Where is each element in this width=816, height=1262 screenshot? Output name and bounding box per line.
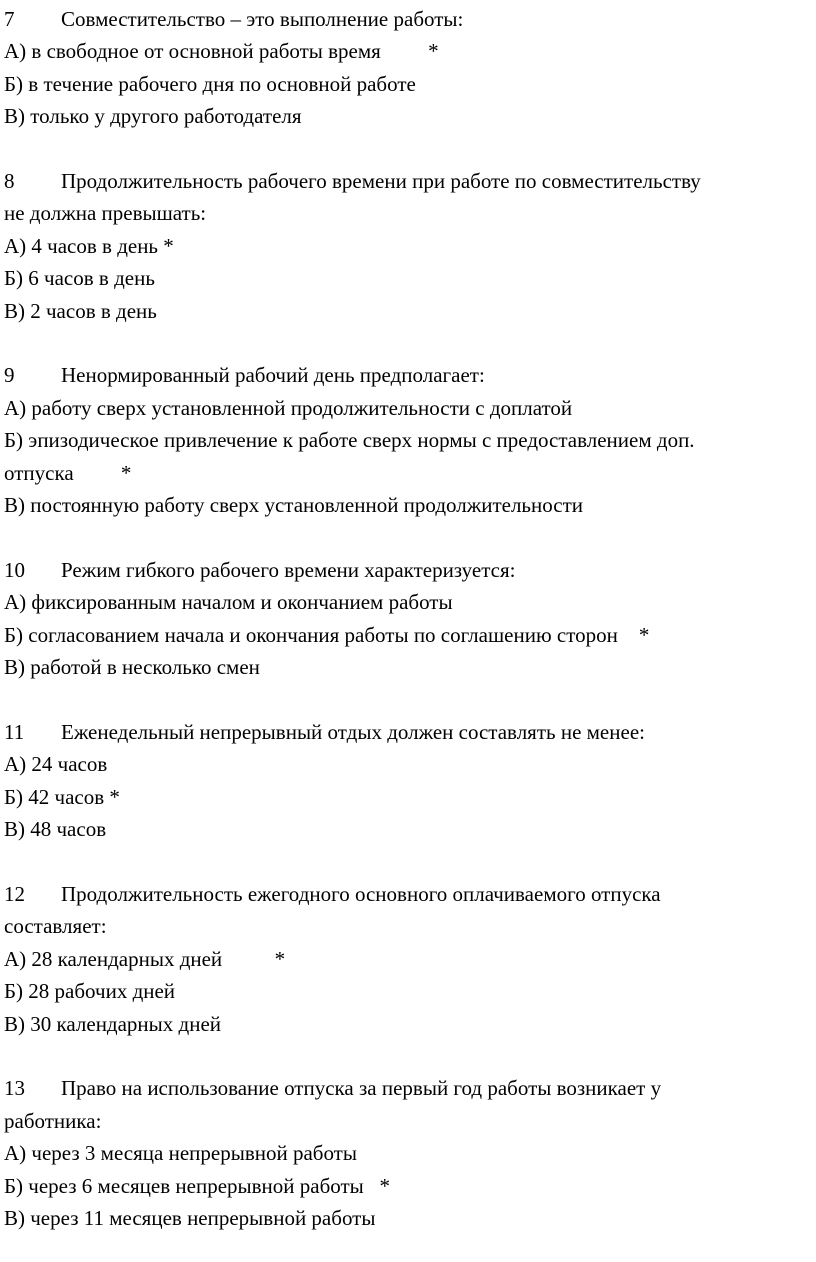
- question-10-number: 10: [4, 557, 25, 582]
- question-7-option-v: В) только у другого работодателя: [4, 104, 302, 129]
- question-11-option-v: В) 48 часов: [4, 817, 107, 842]
- question-block-11: [4, 716, 814, 846]
- question-13-number: 13: [4, 1076, 25, 1101]
- question-9-number: 9: [4, 363, 15, 388]
- question-10-option-a: А) фиксированным началом и окончанием работы: [4, 590, 453, 615]
- question-13-text: Право на использование отпуска за первый год работы возникает у: [61, 1076, 662, 1101]
- question-13-stem: [4, 1072, 814, 1104]
- question-13-option-v: В) через 11 месяцев непрерывной работы: [4, 1205, 376, 1230]
- question-9-option-b-line-2: отпуска *: [4, 460, 132, 485]
- question-12-option-v: В) 30 календарных дней: [4, 1011, 222, 1036]
- question-13-stem-line-2: работника:: [4, 1108, 102, 1133]
- question-7-option-a: А) в свободное от основной работы время *: [4, 39, 439, 64]
- question-8-number: 8: [4, 169, 15, 194]
- question-block-10: [4, 554, 814, 684]
- question-8-option-b: Б) 6 часов в день: [4, 266, 155, 291]
- question-7-option-b: Б) в течение рабочего дня по основной работе: [4, 71, 416, 96]
- question-12-number: 12: [4, 881, 25, 906]
- question-11-option-b: Б) 42 часов *: [4, 784, 120, 809]
- question-7-number: 7: [4, 7, 15, 31]
- question-8-stem-line-2: не должна превышать:: [4, 201, 207, 226]
- question-7-stem: [4, 3, 814, 35]
- question-9-text: Ненормированный рабочий день предполагает:: [61, 363, 485, 388]
- question-8-text: Продолжительность рабочего времени при работе по совместительству: [61, 169, 701, 194]
- question-9-option-b: Б) эпизодическое привлечение к работе сверх нормы с предоставлением доп.: [4, 428, 695, 453]
- question-10-option-v: В) работой в несколько смен: [4, 655, 260, 680]
- question-8-option-v: В) 2 часов в день: [4, 298, 157, 323]
- question-12-option-a: А) 28 календарных дней *: [4, 946, 286, 971]
- question-11-option-a: А) 24 часов: [4, 752, 108, 777]
- question-12-option-b: Б) 28 рабочих дней: [4, 979, 176, 1004]
- question-8-option-a: А) 4 часов в день *: [4, 233, 174, 258]
- question-9-option-v: В) постоянную работу сверх установленной продолжительности: [4, 493, 584, 518]
- question-10-text: Режим гибкого рабочего времени характеризуется:: [61, 557, 516, 582]
- question-13-option-a: А) через 3 месяца непрерывной работы: [4, 1141, 357, 1166]
- question-8-stem: [4, 165, 814, 197]
- question-13-option-b: Б) через 6 месяцев непрерывной работы *: [4, 1173, 391, 1198]
- question-12-stem-line-2: составляет:: [4, 914, 107, 939]
- question-11-stem: [4, 716, 814, 748]
- question-block-9: [4, 359, 814, 521]
- question-block-7: [4, 3, 814, 133]
- question-block-13: [4, 1072, 814, 1234]
- question-10-stem: [4, 554, 814, 586]
- question-10-option-b: Б) согласованием начала и окончания работы по соглашению сторон *: [4, 622, 650, 647]
- question-9-stem: [4, 359, 814, 391]
- question-12-stem: [4, 878, 814, 910]
- question-12-text: Продолжительность ежегодного основного оплачиваемого отпуска: [61, 881, 661, 906]
- question-9-option-a: А) работу сверх установленной продолжительности с доплатой: [4, 395, 573, 420]
- question-block-8: [4, 165, 814, 327]
- question-11-text: Еженедельный непрерывный отдых должен составлять не менее:: [61, 719, 645, 744]
- question-7-text: Совместительство – это выполнение работы:: [61, 7, 464, 31]
- question-block-12: [4, 878, 814, 1040]
- question-11-number: 11: [4, 719, 25, 744]
